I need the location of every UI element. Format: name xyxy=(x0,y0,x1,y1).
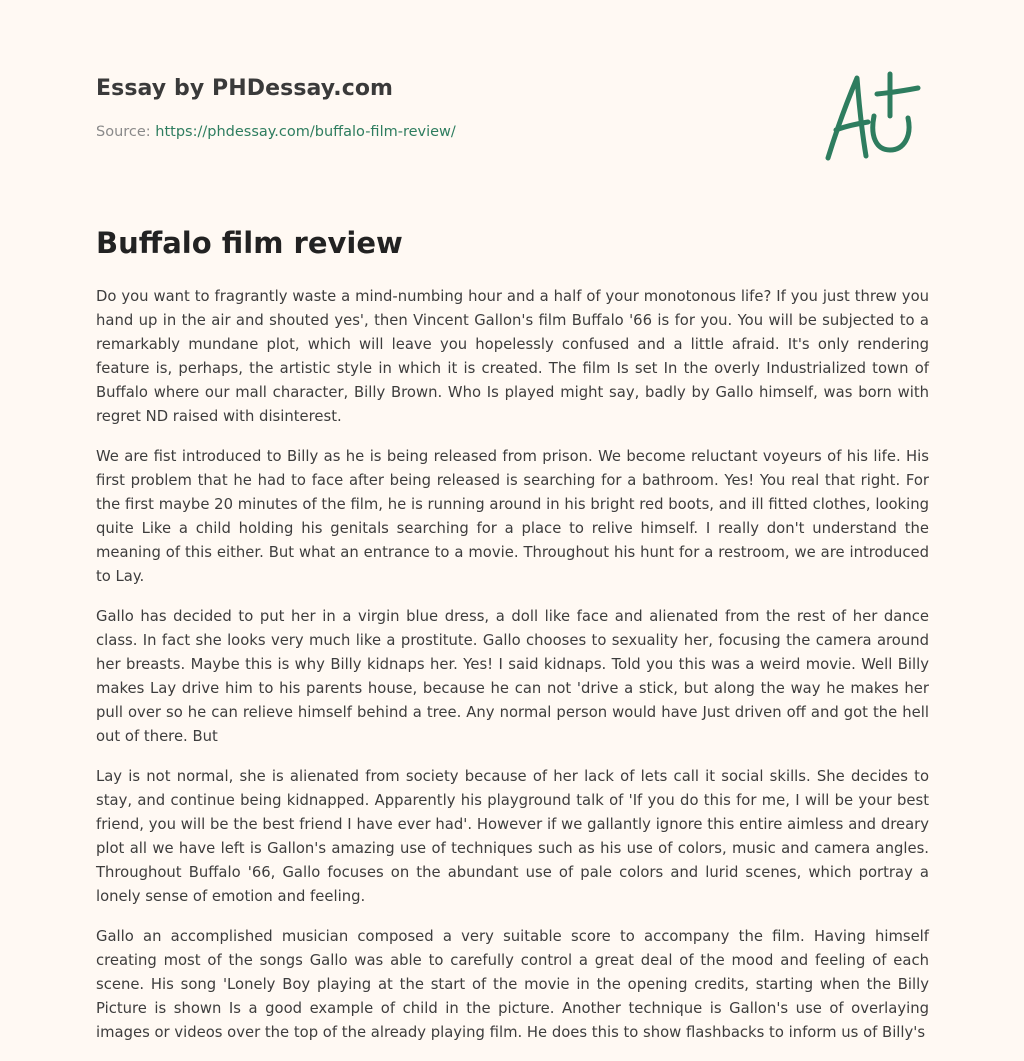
source-line xyxy=(96,124,456,140)
source-link[interactable]: https://phdessay.com/buffalo-film-review/ xyxy=(155,124,456,140)
a-plus-logo-icon xyxy=(822,66,926,164)
essay-body xyxy=(96,285,929,1061)
essay-paragraph: Lay is not normal, she is alienated from society because of her lack of lets call it social skills. She decides to stay, and continue being kidnapped. Apparently his playground talk of 'If you do this for me, I will be your best friend, you will be the best friend I have ever had'. However if we gallantly ignore this entire aimless and dreary plot all we have left is Gallon's amazing use of techniques such as his use of colors, music and camera angles. Throughout Buffalo '66, Gallo focuses on the abundant use of pale colors and lurid scenes, which portray a lonely sense of emotion and feeling. xyxy=(96,768,929,905)
essay-page xyxy=(96,0,929,1041)
essay-paragraph: Gallo an accomplished musician composed a very suitable score to accompany the film. Having himself creating most of the songs Gallo was able to carefully control a great deal of the mood and feeling of each scene. His song 'Lonely Boy playing at the start of the movie in the opening credits, starting when the Billy Picture is shown Is a good example of child in the picture. Another technique is Gallon's use of overlaying images or videos over the top of the already playing film. He does this to show flashbacks to inform us of Billy's xyxy=(96,928,929,1041)
brand-title: Essay by PHDessay.com xyxy=(96,76,394,101)
source-label: Source: xyxy=(96,124,151,140)
essay-paragraph: We are fist introduced to Billy as he is being released from prison. We become reluctant voyeurs of his life. His first problem that he had to face after being released is searching for a bathroom. Yes! You real that right. For the first maybe 20 minutes of the film, he is running around in his bright red boots, and ill fitted clothes, looking quite Like a child holding his genitals searching for a place to relive himself. I really don't understand the meaning of this either. But what an entrance to a movie. Throughout his hunt for a restroom, we are introduced to Lay. xyxy=(96,448,929,585)
essay-paragraph: Gallo has decided to put her in a virgin blue dress, a doll like face and alienated from the rest of her dance class. In fact she looks very much like a prostitute. Gallo chooses to sexuality her, focusing the camera around her breasts. Maybe this is why Billy kidnaps her. Yes! I said kidnaps. Told you this was a weird movie. Well Billy makes Lay drive him to his parents house, because he can not 'drive a stick, but along the way he makes her pull over so he can relieve himself behind a tree. Any normal person would have Just driven off and got the hell out of there. But xyxy=(96,608,929,745)
essay-title: Buffalo film review xyxy=(96,226,403,260)
essay-paragraph: Do you want to fragrantly waste a mind-numbing hour and a half of your monotonous life? If you just threw you hand up in the air and shouted yes', then Vincent Gallon's film Buffalo '66 is for you. You will be subjected to a remarkably mundane plot, which will leave you hopelessly confused and a little afraid. It's only rendering feature is, perhaps, the artistic style in which it is created. The film Is set In the overly Industrialized town of Buffalo where our mall character, Billy Brown. Who Is played might say, badly by Gallo himself, was born with regret ND raised with disinterest. xyxy=(96,288,929,425)
